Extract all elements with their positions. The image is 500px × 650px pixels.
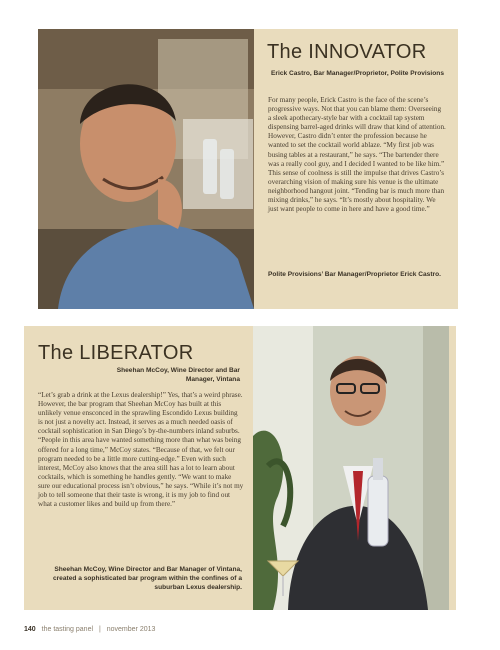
photo-sheehan-mccoy bbox=[253, 326, 449, 610]
footer-separator: | bbox=[98, 626, 101, 633]
article-title: The LIBERATOR bbox=[38, 342, 194, 364]
article-title: The INNOVATOR bbox=[267, 41, 427, 63]
photo-illustration bbox=[38, 29, 254, 309]
photo-caption: Polite Provisions’ Bar Manager/Proprietor Erick Castro. bbox=[268, 271, 441, 278]
photo-erick-castro bbox=[38, 29, 254, 309]
article-byline: Erick Castro, Bar Manager/Proprietor, Polite Provisions bbox=[271, 70, 444, 77]
article-byline: Sheehan McCoy, Wine Director and Bar Manager, Vintana bbox=[116, 367, 240, 383]
photo-caption: Sheehan McCoy, Wine Director and Bar Manager of Vintana, created a sophisticated bar program within the confines of a suburban Lexus dealership. bbox=[52, 566, 242, 591]
photo-illustration bbox=[253, 326, 449, 610]
article-body: For many people, Erick Castro is the face of the scene’s progressive ways. Not that you can blame them: Overseeing a sleek apothecary-style bar with a cocktail tap system dispensing barrel-aged drinks will draw that kind of attention. However, Castro didn’t enter the profession because he wanted to set the cocktail world ablaze. “My first job was busing tables at a restaurant,” he says. “The bartender there was a really cool guy, and I decided I wanted to be like him.” This sense of coolness is still the impulse that drives Castro’s overarching vision of making sure his venue is the ultimate neighborhood hangout joint. “Tending bar is much more than mixing drinks,” he says. “It’s mostly about hospitality. We just want people to come in here and have a good time.” bbox=[268, 96, 446, 214]
issue-date: november 2013 bbox=[106, 626, 156, 633]
publication-name: the tasting panel bbox=[41, 626, 94, 633]
article-body: “Let’s grab a drink at the Lexus dealership!” Yes, that’s a weird phrase. However, the bar program that Sheehan McCoy has built at this unlikely venue ensconced in the sprawling Escondido Lexus building is not just a novelty act. Instead, it serves as a much needed oasis of cocktail sophistication in San Diego’s by-the-numbers inland suburbs. “People in this area have wanted something more than what was being offered for a long time,” McCoy states. “Because of that, we felt our program needed to be a little more cutting-edge.” Even with such interest, McCoy also knows that the area still has a lot to learn about cocktails, which is something he handles gently. “We want to make sure our educational process isn’t obvious,” he says. “While it’s not my job to tell someone that their taste is wrong, it is my job to find out what a customer likes and build up from there.” bbox=[38, 391, 244, 509]
page-number: 140 bbox=[24, 626, 36, 633]
page-footer bbox=[24, 626, 155, 633]
